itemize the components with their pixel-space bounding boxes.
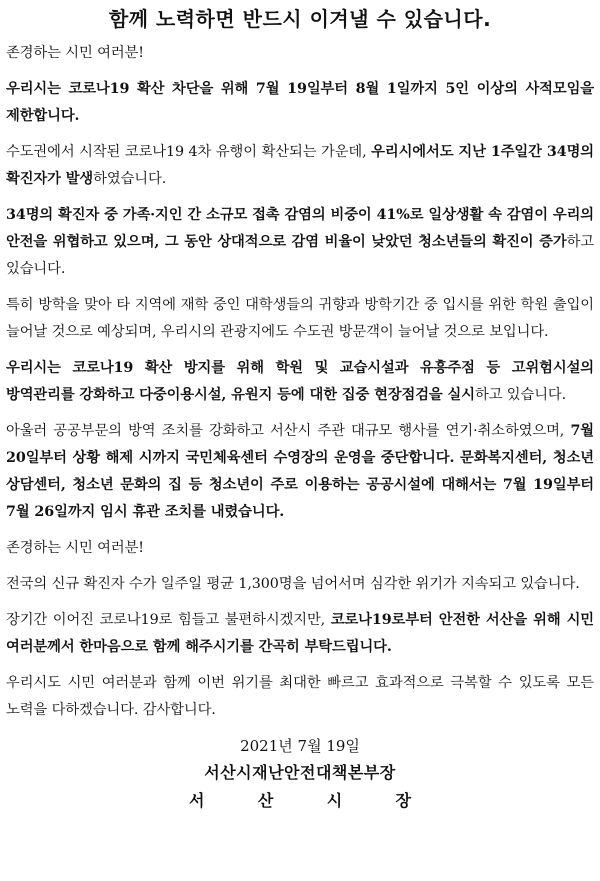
paragraph-facility-closures	[6, 418, 594, 526]
paragraph-national-cases	[6, 571, 594, 598]
paragraph-request	[6, 607, 594, 661]
text-run: 장기간 이어진 코로나19로 힘들고 불편하시겠지만,	[6, 612, 331, 628]
signature-date: 2021년 7월 19일	[240, 737, 360, 755]
paragraph-inspection	[6, 355, 594, 409]
text-run-bold: 우리시는 코로나19 확산 차단을 위해 7월 19일부터 8월 1일까지 5인 이상의 사적모임을 제한합니다.	[6, 81, 594, 124]
text-run-bold: 34명의 확진자 중 가족·지인 간 소규모 접촉 감염의 비중이 41%로 일상생활 속 감염이 우리의 안전을 위협하고 있으며, 그 동안 상대적으로 감염 비율이 낮았던 청소년들의 확진이 증가	[6, 207, 594, 250]
document-title: 함께 노력하면 반드시 이겨낼 수 있습니다.	[108, 7, 492, 31]
mayor-char: 서	[189, 791, 205, 810]
paragraph-gathering-restriction	[6, 76, 594, 130]
mayor-char: 산	[257, 791, 274, 810]
text-run: 아울러 공공부문의 방역 조치를 강화하고 서산시 주관 대규모 행사를 연기·취소하였으며,	[6, 423, 571, 439]
signature-mayor	[189, 787, 411, 815]
mayor-char: 시	[326, 791, 343, 810]
paragraph-greeting-2	[6, 535, 594, 562]
text-run: 존경하는 시민 여러분!	[6, 540, 144, 556]
text-run-bold: 코로나19로부터 안전한 서산을 위해 시민 여러분께서 한마음으로 함께 해주시기를 간곡히 부탁드립니다.	[6, 612, 594, 655]
text-run: 전국의 신규 확진자 수가 일주일 평균 1,300명을 넘어서며 심각한 위기가 지속되고 있습니다.	[6, 576, 580, 592]
text-run-bold: 우리시는 코로나19 확산 방지를 위해 학원 및 교습시설과 유흥주점 등 고위험시설의 방역관리를 강화하고 다중이용시설, 유원지 등에 대한 집중 현장점검을 실시	[6, 360, 594, 403]
paragraph-infection-ratio	[6, 202, 594, 283]
text-run: 특히 방학을 맞아 타 지역에 재학 중인 대학생들의 귀향과 방학기간 중 입시를 위한 학원 출입이 늘어날 것으로 예상되며, 우리시의 관광지에도 수도권 방문객이 늘어날 것으로 보입니다.	[6, 297, 594, 340]
text-run-bold: 우리시에서도 지난 1주일간 34명의 확진자가 발생	[6, 144, 594, 187]
text-run: 하였습니다.	[93, 171, 167, 187]
text-run: 우리시도 시민 여러분과 함께 이번 위기를 최대한 빠르고 효과적으로 극복할 수 있도록 모든 노력을 다하겠습니다. 감사합니다.	[6, 675, 594, 718]
signature-organization: 서산시재난안전대책본부장	[204, 763, 396, 782]
text-run: 하고 있습니다.	[6, 234, 594, 277]
signature-block	[6, 733, 594, 815]
paragraph-closing	[6, 670, 594, 724]
paragraph-vacation-risk	[6, 292, 594, 346]
text-run: 수도권에서 시작된 코로나19 4차 유행이 확산되는 가운데,	[6, 144, 372, 160]
document-body	[6, 40, 594, 724]
paragraph-local-cases	[6, 139, 594, 193]
mayor-char: 장	[395, 791, 411, 810]
text-run: 존경하는 시민 여러분!	[6, 45, 144, 61]
text-run-bold: 7월 20일부터 상황 해제 시까지 국민체육센터 수영장의 운영을 중단합니다. 문화복지센터, 청소년 상담센터, 청소년 문화의 집 등 청소년이 주로 이용하는 공공시설에 대해서는 7월 19일부터 7월 26일까지 임시 휴관 조치를 내렸습니다.	[6, 423, 594, 520]
text-run: 하고 있습니다.	[474, 387, 567, 403]
paragraph-greeting	[6, 40, 594, 67]
